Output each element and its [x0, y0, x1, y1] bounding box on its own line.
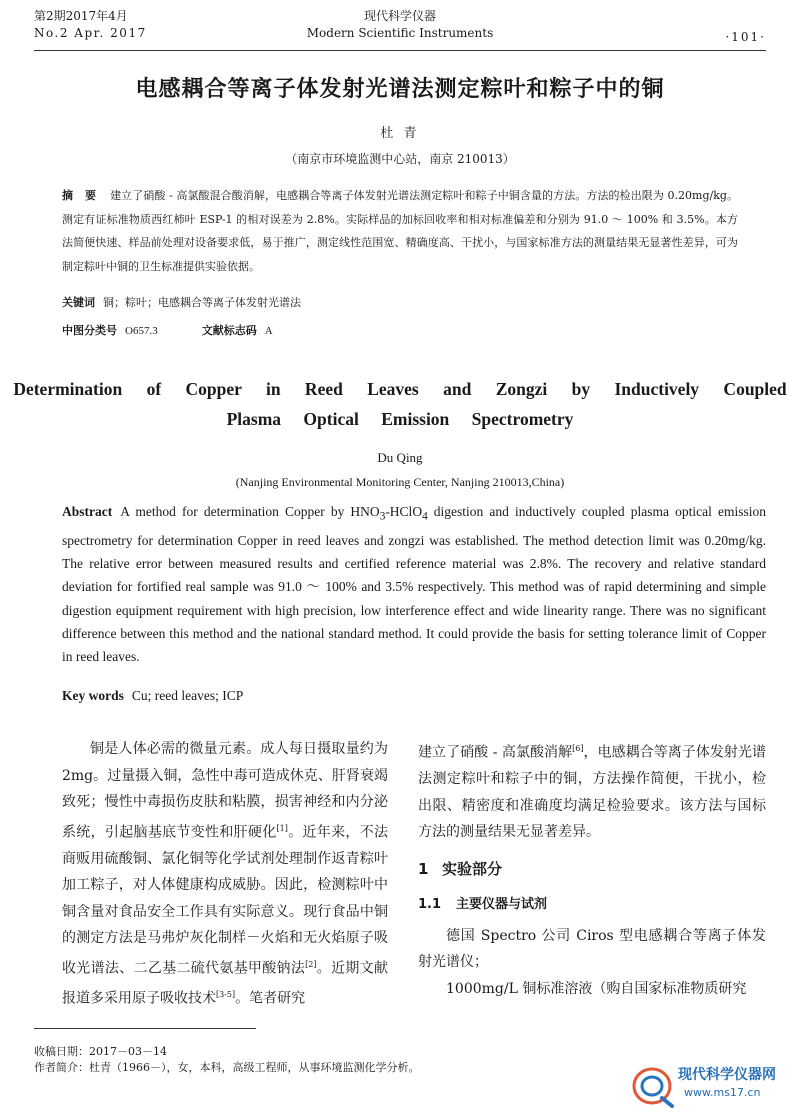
- watermark-logo-icon: [628, 1062, 678, 1108]
- clc-label: 中图分类号: [62, 324, 117, 337]
- instrument-paragraph: 德国 Spectro 公司 Ciros 型电感耦合等离子体发射光谱仪；: [418, 927, 766, 971]
- citation-3-5: [3-5]: [216, 989, 236, 999]
- intro-continuation: [418, 736, 766, 846]
- author-en: Du Qing: [377, 450, 423, 465]
- keywords-en: [62, 688, 766, 704]
- title-cn: 电感耦合等离子体发射光谱法测定粽叶和粽子中的铜: [135, 77, 665, 102]
- journal-name: [34, 8, 766, 42]
- clc-value: O657.3: [125, 325, 158, 337]
- title-en-line1: Determination of Copper in Reed Leaves and Zongzi by Inductively Coupled: [13, 379, 787, 399]
- abstract-cn: [62, 184, 738, 278]
- reagent-paragraph: 1000mg/L 铜标准溶液（购自国家标准物质研究: [446, 980, 747, 997]
- intro-text-3: 。近期文献报道多采用原子吸收技术: [62, 960, 389, 1007]
- classification-cn: [62, 322, 738, 338]
- keywords-cn-label: 关键词: [62, 296, 95, 309]
- section-1-1-number: 1.1: [418, 897, 442, 913]
- abstract-en-text-2: -HClO: [385, 504, 423, 519]
- author-bio: 作者简介：杜青（1966－），女，本科，高级工程师，从事环境监测化学分析。: [34, 1061, 420, 1074]
- section-1-number: 1: [418, 859, 429, 878]
- subscript-3: 3: [379, 510, 386, 523]
- title-en-line2: Plasma Optical Emission Spectrometry: [226, 409, 574, 429]
- journal-cn: 现代科学仪器: [363, 9, 436, 23]
- abstract-en: [62, 500, 766, 668]
- keywords-cn-text: 铜；粽叶；电感耦合等离子体发射光谱法: [103, 296, 301, 309]
- section-1-title: 实验部分: [442, 859, 503, 878]
- section-1-1-title: 主要仪器与试剂: [456, 897, 548, 913]
- received-date: 收稿日期：2017－03－14: [34, 1045, 167, 1058]
- abstract-en-label: Abstract: [62, 504, 113, 519]
- body-column-right: [418, 736, 766, 1002]
- keywords-en-text: Cu; reed leaves; ICP: [131, 688, 244, 703]
- intro-cont-text-2: ，电感耦合等离子体发射光谱法测定粽叶和粽子中的铜，方法操作简便，干扰小，检出限、精密度和准确度均满足检验要求。该方法与国标方法的测量结果无显著差异。: [418, 744, 766, 841]
- intro-text-1: 铜是人体必需的微量元素。成人每日摄取量约为 2mg。过量摄入铜，急性中毒可造成休克、肝肾衰竭致死；慢性中毒损伤皮肤和粘膜，损害神经和内分泌系统，引起脑基底节变性和肝硬化: [62, 741, 388, 841]
- intro-text-2: 。近年来，不法商贩用硫酸铜、氯化铜等化学试剂处理制作返青粽叶加工粽子，对人体健康构成威胁。因此，检测粽叶中铜含量对食品安全工作具有实际意义。现行食品中铜的测定方法是马弗炉灰化制样－火焰和无火焰原子吸收光谱法、二乙基二硫代氨基甲酸钠法: [62, 824, 389, 977]
- journal-en: Modern Scientific Instruments: [306, 26, 494, 40]
- issue-cn: 第2期2017年4月: [34, 9, 128, 23]
- doc-code-value: A: [264, 325, 273, 337]
- site-watermark: [628, 1062, 788, 1108]
- watermark-url: www.ms17.cn: [684, 1086, 761, 1099]
- intro-text-4: 。笔者研究: [235, 990, 306, 1007]
- header-rule: [34, 50, 766, 51]
- subscript-4: 4: [422, 510, 428, 523]
- page-header: [34, 8, 766, 48]
- intro-cont-text-1: 建立了硝酸 - 高氯酸消解: [418, 744, 573, 761]
- issue-en: No.2 Apr. 2017: [34, 26, 147, 40]
- body-column-left: [62, 736, 388, 1012]
- citation-1: [1]: [276, 823, 288, 833]
- footnote: [34, 1044, 420, 1076]
- keywords-en-label: Key words: [62, 688, 124, 703]
- citation-6: [6]: [572, 744, 584, 753]
- intro-paragraph: [62, 736, 388, 1012]
- abstract-en-text-3: digestion and inductively coupled plasma optical emission spectrometry for determination Copper in reed leaves and zongzi was established. The method detection limit was 0.20mg/kg. The relative error between measured results and certified reference material was 2.8%. The recovery and relative standard deviation for fortified real sample was 91.0 ～ 100% and 3.5% respectively. This method was of rapid determining and simple digestion equipment requirement with high precision, low interference effect and wide linearity range. There was no significant difference between this method and the national standard method. It could provide the basis for setting tolerance limit of Copper in reed leaves.: [62, 504, 766, 664]
- footnote-rule: [34, 1028, 256, 1029]
- page-number: ·101·: [725, 30, 766, 44]
- abstract-cn-label: 摘 要: [62, 189, 101, 202]
- doc-code-label: 文献标志码: [201, 324, 257, 337]
- section-1-heading: [418, 856, 766, 883]
- affiliation-cn: （南京市环境监测中心站，南京 210013）: [285, 152, 515, 166]
- affiliation-en: (Nanjing Environmental Monitoring Center, Nanjing 210013,China): [235, 475, 565, 489]
- abstract-cn-text: 建立了硝酸 - 高氯酸混合酸消解，电感耦合等离子体发射光谱法测定粽叶和粽子中铜含量的方法。方法的检出限为 0.20mg/kg。测定有证标准物质西红柿叶 ESP-1 的相对误差为 2.8%。实际样品的加标回收率和相对标准偏差和分别为 91.0 ～ 100% 和 3.5%。本方法简便快速、样品前处理对设备要求低，易于推广，测定线性范围宽、精确度高、干扰小，与国家标准方法的测量结果无显著性差异，可为制定粽叶中铜的卫生标准提供实验依据。: [62, 189, 738, 273]
- section-1-1-heading: [418, 892, 766, 919]
- keywords-cn: [62, 294, 738, 310]
- citation-2: [2]: [305, 959, 317, 969]
- author-cn: 杜 青: [380, 126, 420, 141]
- watermark-name: 现代科学仪器网: [678, 1067, 776, 1083]
- title-en: [0, 374, 800, 434]
- abstract-en-text-1: A method for determination Copper by HNO: [120, 504, 380, 519]
